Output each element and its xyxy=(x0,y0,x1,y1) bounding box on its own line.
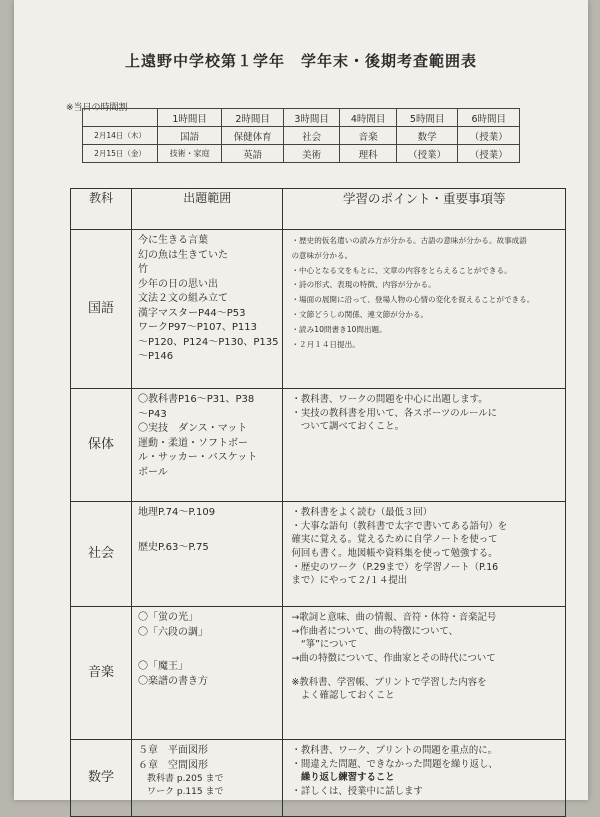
schedule-cell: 音楽 xyxy=(340,127,397,145)
schedule-cell: 国語 xyxy=(158,127,222,145)
range-line: 漢字マスターP44～P53 xyxy=(138,307,246,319)
point-line: ・詳しくは、授業中に話します xyxy=(291,785,423,797)
period-2: 2時間目 xyxy=(222,109,284,127)
header-points: 学習のポイント・重要事項等 xyxy=(283,189,566,230)
range-line: ６章 空間図形 xyxy=(138,759,208,771)
schedule-header-row xyxy=(83,109,520,127)
range-line: ワーク p.115 まで xyxy=(138,787,224,798)
spacer xyxy=(291,666,561,676)
range-line: 少年の日の思い出 xyxy=(138,278,218,290)
range-line: 歴史P.63～P.75 xyxy=(138,541,209,553)
range-cell xyxy=(132,740,283,817)
header-subject: 教科 xyxy=(71,189,132,230)
range-line: 今に生きる言葉 xyxy=(138,235,208,246)
subject-cell: 社会 xyxy=(71,502,132,607)
subject-cell: 数学 xyxy=(71,740,132,817)
subject-cell: 国語 xyxy=(71,230,132,389)
points-cell xyxy=(283,502,566,607)
point-line: ・詩の形式、表現の特徴、内容が分かる。 xyxy=(291,280,436,290)
point-line: ついて調べておくこと。 xyxy=(291,421,404,433)
range-line: 〇「六段の調」 xyxy=(138,626,208,638)
points-cell xyxy=(283,230,566,389)
schedule-cell: （授業） xyxy=(396,145,458,163)
schedule-cell: （授業） xyxy=(458,127,520,145)
range-cell xyxy=(132,502,283,607)
range-cell xyxy=(132,607,283,740)
page-title: 上遠野中学校第１学年 学年末・後期考査範囲表 xyxy=(124,52,477,70)
schedule-row-1 xyxy=(83,127,520,145)
note-line: ※教科書、学習帳、プリントで学習した内容を xyxy=(291,676,487,688)
period-3: 3時間目 xyxy=(283,109,340,127)
point-line: ・教科書、ワークの問題を中心に出題します。 xyxy=(291,394,488,405)
range-line: 〇教科書P16～P31、P38 xyxy=(138,394,255,405)
schedule-cell: 美術 xyxy=(283,145,340,163)
point-line: 何回も書く。地図帳や資料集を使って勉強する。 xyxy=(291,547,498,559)
point-line: 確実に覚える。覚えるために自学ノートを使って xyxy=(291,534,498,546)
range-table-header xyxy=(71,189,566,230)
row-shakai xyxy=(71,502,566,607)
point-line: ・場面の展開に沿って、登場人物の心情の変化を捉えることができる。 xyxy=(291,295,535,305)
point-line: 繰り返し練習すること xyxy=(291,772,395,784)
range-line: 運動・柔道・ソフトボー xyxy=(138,437,248,449)
range-line: 〇実技 ダンス・マット xyxy=(138,423,248,434)
schedule-corner xyxy=(83,109,158,127)
row-sugaku xyxy=(71,740,566,817)
point-line: ・歴史的仮名遣いの読み方が分かる。古語の意味が分かる。故事成語 xyxy=(291,236,527,245)
range-line: 〇「蛍の光」 xyxy=(138,612,198,623)
points-cell xyxy=(283,389,566,502)
schedule-cell: 保健体育 xyxy=(222,127,284,145)
period-1: 1時間目 xyxy=(158,109,222,127)
range-line: 竹 xyxy=(138,264,148,275)
range-line: ～P43 xyxy=(138,408,167,420)
period-4: 4時間目 xyxy=(340,109,397,127)
header-range: 出題範囲 xyxy=(132,189,283,230)
schedule-cell: 技術・家庭 xyxy=(158,145,222,163)
row-taiiku xyxy=(71,389,566,502)
row-kokugo xyxy=(71,230,566,389)
range-line: 〇楽譜の書き方 xyxy=(138,675,208,687)
point-line: の意味が分かる。 xyxy=(291,250,353,260)
point-line: →歌詞と意味、曲の情報、音符・休符・音楽記号 xyxy=(291,612,497,623)
range-line: 教科書 p.205 まで xyxy=(138,774,224,784)
schedule-date: 2月14日（木） xyxy=(83,127,158,145)
schedule-cell: 理科 xyxy=(340,145,397,163)
range-table xyxy=(70,188,566,817)
period-5: 5時間目 xyxy=(396,109,458,127)
range-line: ル・サッカー・バスケット xyxy=(138,452,258,463)
range-line: ～P120、P124～P130、P135 xyxy=(138,336,279,348)
point-line: ・実技の教科書を用いて、各スポーツのルールに xyxy=(291,407,497,419)
range-line: ワークP97～P107、P113 xyxy=(138,322,257,333)
schedule-cell: 英語 xyxy=(222,145,284,163)
exam-range-sheet xyxy=(14,0,588,800)
schedule-label: ※当日の時間割 xyxy=(66,103,128,113)
point-line: ・大事な語句（教科書で太字で書いてある語句）を xyxy=(291,520,508,532)
point-line: ・読み10問書き10問出題。 xyxy=(291,324,387,334)
point-line: ・教科書、ワーク、プリントの問題を重点的に。 xyxy=(291,745,497,756)
range-line: 地理P.74～P.109 xyxy=(138,507,216,518)
range-line: ５章 平面図形 xyxy=(138,745,208,756)
point-line: →作曲者について、曲の特徴について、 xyxy=(291,625,458,637)
range-line: 文法２文の組み立て xyxy=(138,293,228,304)
point-line: ・間違えた問題、できなかった問題を繰り返し、 xyxy=(291,758,498,770)
point-line: ・歴史のワーク（P.29まで）を学習ノート（P.16 xyxy=(291,561,499,573)
period-6: 6時間目 xyxy=(458,109,520,127)
range-line: 幻の魚は生きていた xyxy=(138,249,228,261)
note-line: よく確認しておくこと xyxy=(291,690,395,702)
range-line: 〇「魔王」 xyxy=(138,661,188,672)
subject-cell: 保体 xyxy=(71,389,132,502)
range-cell xyxy=(132,230,283,389)
schedule-cell: （授業） xyxy=(458,145,520,163)
point-line: まで）にやって２/１４提出 xyxy=(291,575,408,587)
row-ongaku xyxy=(71,607,566,740)
range-cell xyxy=(132,389,283,502)
point-line: ・２月１４日提出。 xyxy=(291,339,360,349)
points-cell xyxy=(283,607,566,740)
schedule-cell: 社会 xyxy=(283,127,340,145)
subject-cell: 音楽 xyxy=(71,607,132,740)
point-line: ・中心となる文をもとに、文章の内容をとらえることができる。 xyxy=(291,265,512,275)
point-line: ・文節どうしの関係、連文節が分かる。 xyxy=(291,309,429,319)
schedule-row-2 xyxy=(83,145,520,163)
points-cell xyxy=(283,740,566,817)
range-line: ～P146 xyxy=(138,351,174,362)
spacer xyxy=(138,521,278,541)
schedule-cell: 数学 xyxy=(396,127,458,145)
point-line: ・教科書をよく読む（最低３回） xyxy=(291,507,433,518)
schedule-date: 2月15日（金） xyxy=(83,145,158,163)
range-line: ボール xyxy=(138,466,168,478)
spacer xyxy=(138,640,278,660)
point-line: →曲の特徴について、作曲家とその時代について xyxy=(291,652,496,664)
schedule-table xyxy=(82,108,520,163)
point-line: “箏”について xyxy=(291,639,358,651)
